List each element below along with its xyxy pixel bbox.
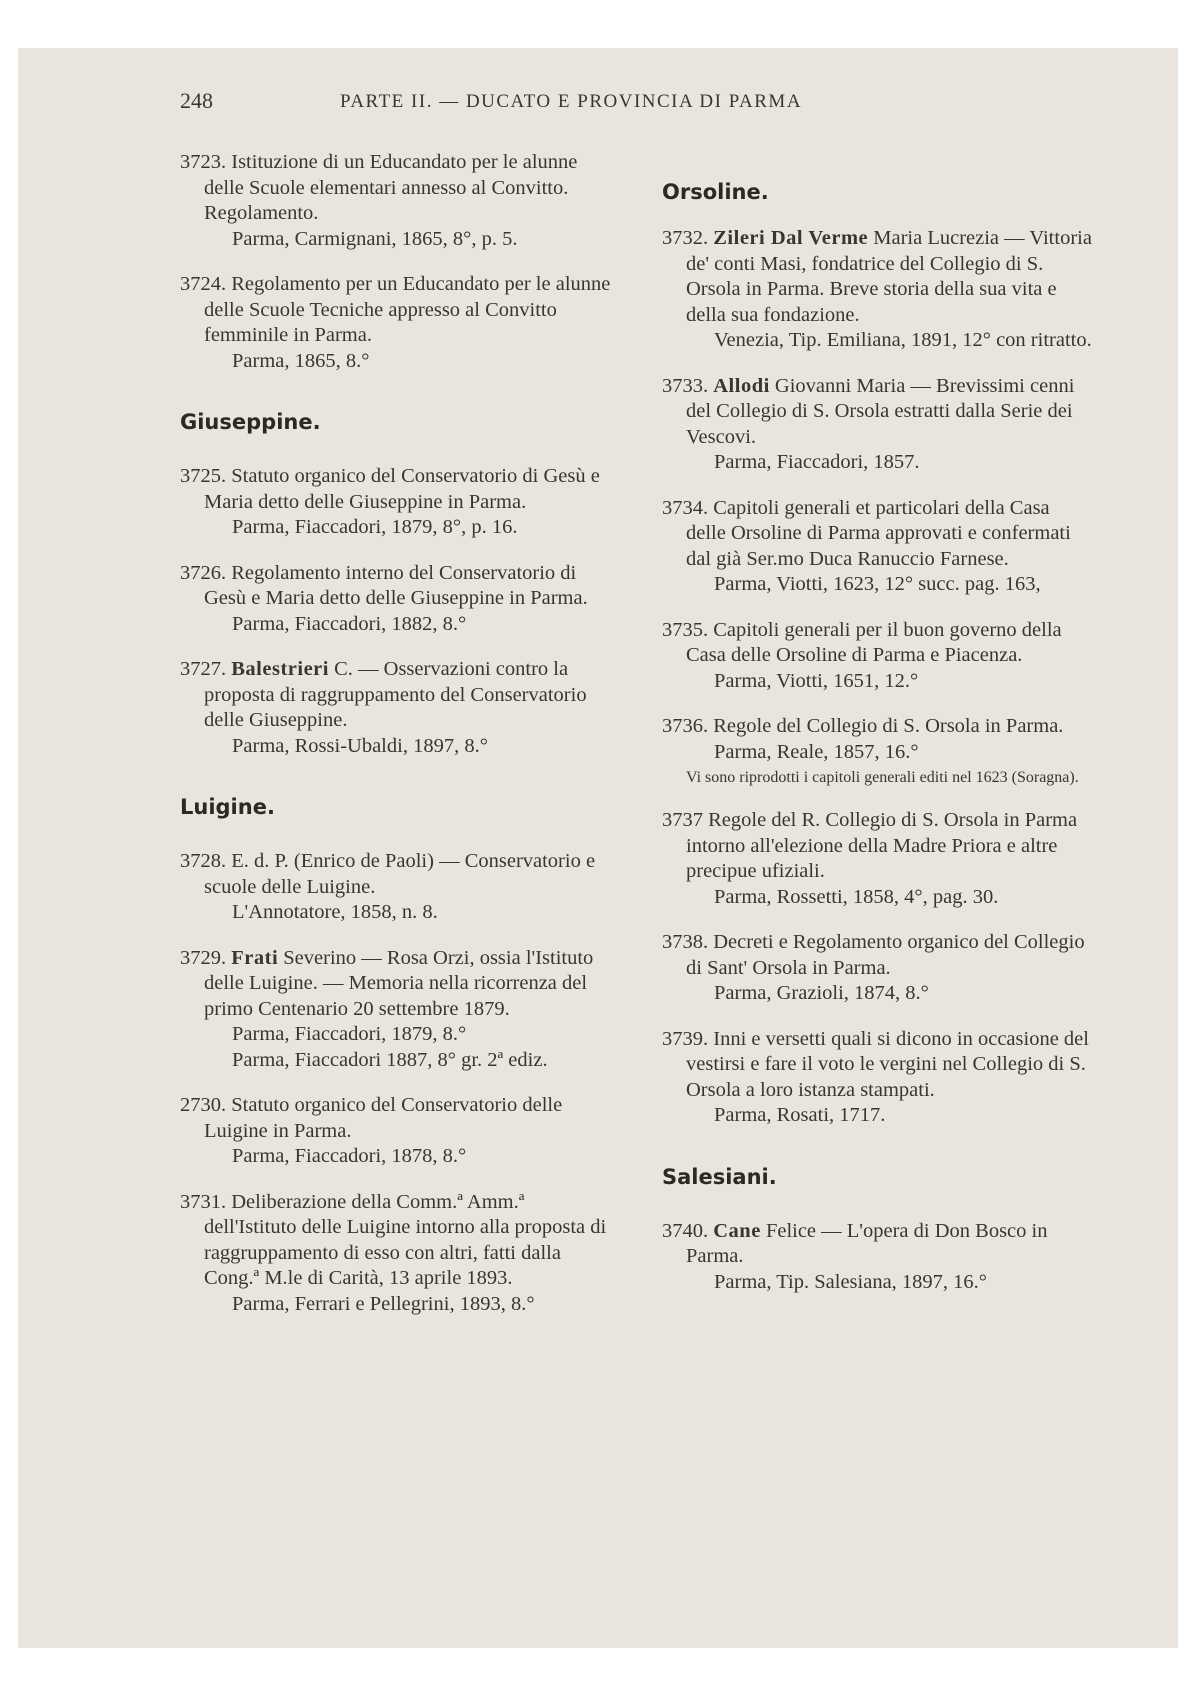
- entry-imprint: Parma, Fiaccadori, 1882, 8.°: [232, 612, 467, 635]
- section-heading-orsoline: Orsoline.: [662, 180, 769, 204]
- entry-imprint: Parma, Rossetti, 1858, 4°, pag. 30.: [714, 885, 999, 908]
- entry-text: Regole del Collegio di S. Orsola in Parma.: [713, 715, 1064, 737]
- entry-author: Frati: [231, 946, 279, 969]
- entry-3727: [180, 657, 620, 759]
- entry-imprint: Parma, Carmignani, 1865, 8°, p. 5.: [232, 227, 518, 250]
- entry-number: 3724.: [180, 273, 227, 295]
- entry-3739: [662, 1027, 1094, 1129]
- entry-3724: [180, 272, 620, 374]
- entry-3734: [662, 496, 1094, 598]
- entry-text: Statuto organico del Conservatorio delle Luigine in Parma.: [204, 1094, 563, 1142]
- entry-imprint: Parma, Fiaccadori, 1857.: [714, 451, 920, 473]
- entry-imprint: Parma, Fiaccadori, 1878, 8.°: [232, 1145, 467, 1167]
- entry-text: C. — Osservazioni contro la proposta di raggruppamento del Conservatorio delle Giuseppine.: [204, 658, 587, 731]
- entry-imprint: Parma, Tip. Salesiana, 1897, 16.°: [714, 1270, 987, 1293]
- entry-number: 3735.: [662, 618, 709, 641]
- entry-text: Regolamento per un Educandato per le alunne delle Scuole Tecniche appresso al Convitto femminile in Parma.: [204, 273, 611, 346]
- entry-number: 3726.: [180, 561, 227, 584]
- section-heading-salesiani: Salesiani.: [662, 1164, 777, 1189]
- entry-imprint: Parma, Rosati, 1717.: [714, 1104, 886, 1126]
- entry-imprint: Parma, 1865, 8.°: [232, 349, 370, 372]
- entry-3731: [180, 1190, 620, 1318]
- entry-3733: [662, 374, 1094, 476]
- entry-imprint-second: Parma, Fiaccadori 1887, 8° gr. 2ª ediz.: [232, 1048, 548, 1071]
- entry-imprint: Parma, Rossi-Ubaldi, 1897, 8.°: [232, 734, 488, 757]
- entry-imprint: Parma, Viotti, 1651, 12.°: [714, 669, 919, 692]
- entry-text: Giovanni Maria — Brevissimi cenni del Collegio di S. Orsola estratti dalla Serie dei Vescovi.: [686, 374, 1075, 448]
- entry-text: Istituzione di un Educandato per le alunne delle Scuole elementari annesso al Convitto. Regolamento.: [204, 151, 578, 224]
- entry-text: Inni e versetti quali si dicono in occasione del vestirsi e fare il voto le vergini nel Collegio di S. Orsola a loro istanza stampati.: [686, 1027, 1089, 1101]
- page-number: 248: [180, 88, 213, 113]
- entry-imprint: Parma, Ferrari e Pellegrini, 1893, 8.°: [232, 1292, 535, 1315]
- entry-text: Maria Lucrezia — Vittoria de' conti Masi, fondatrice del Collegio di S. Orsola in Parma. Breve storia della sua vita e della sua fondazione.: [686, 227, 1092, 326]
- entry-number: 2730.: [180, 1094, 227, 1116]
- entry-3738: [662, 930, 1094, 1007]
- entry-number: 3734.: [662, 496, 709, 519]
- entry-text: E. d. P. (Enrico de Paoli) — Conservatorio e scuole delle Luigine.: [204, 850, 596, 898]
- entry-number: 3740.: [662, 1219, 709, 1242]
- entry-imprint: L'Annotatore, 1858, n. 8.: [232, 901, 438, 923]
- entry-number: 3738.: [662, 931, 709, 953]
- entry-3729: [180, 946, 620, 1074]
- entry-3725: [180, 464, 620, 541]
- entry-text: Statuto organico del Conservatorio di Gesù e Maria detto delle Giuseppine in Parma.: [204, 465, 600, 513]
- entry-imprint: Parma, Viotti, 1623, 12° succ. pag. 163,: [714, 573, 1041, 595]
- entry-number: 3729.: [180, 946, 227, 969]
- entry-text: Felice — L'opera di Don Bosco in Parma.: [686, 1219, 1048, 1267]
- entry-imprint: Parma, Fiaccadori, 1879, 8°, p. 16.: [232, 516, 518, 538]
- entry-number: 3728.: [180, 850, 227, 872]
- entry-3728: [180, 849, 620, 926]
- entry-3726: [180, 561, 620, 638]
- entry-number: 3739.: [662, 1027, 709, 1050]
- entry-text: Regole del R. Collegio di S. Orsola in Parma intorno all'elezione della Madre Priora e altre precipue ufiziali.: [686, 809, 1078, 882]
- entry-3736: [662, 714, 1094, 788]
- entry-text: Capitoli generali per il buon governo della Casa delle Orsoline di Parma e Piacenza.: [686, 618, 1062, 666]
- entry-number: 3731.: [180, 1190, 227, 1213]
- entry-number: 3733.: [662, 374, 709, 397]
- entry-text: Regolamento interno del Conservatorio di Gesù e Maria detto delle Giuseppine in Parma.: [204, 561, 588, 609]
- entry-text: Decreti e Regolamento organico del Collegio di Sant' Orsola in Parma.: [686, 931, 1085, 979]
- entry-number: 3725.: [180, 465, 227, 487]
- entry-author: Zileri Dal Verme: [713, 227, 869, 249]
- entry-3723: [180, 150, 620, 252]
- entry-number: 3723.: [180, 151, 227, 173]
- running-title: PARTE II. — DUCATO E PROVINCIA DI PARMA: [340, 91, 803, 112]
- entry-author: Balestrieri: [231, 658, 329, 680]
- entry-number: 3737: [662, 809, 703, 831]
- entry-number: 3727.: [180, 658, 227, 680]
- section-heading-luigine: Luigine.: [180, 795, 275, 819]
- entry-3732: [662, 226, 1094, 354]
- entry-author: Cane: [713, 1219, 761, 1242]
- entry-number: 3736.: [662, 715, 709, 737]
- left-column: [180, 150, 620, 1337]
- entry-imprint: Parma, Fiaccadori, 1879, 8.°: [232, 1023, 467, 1045]
- entry-3735: [662, 618, 1094, 695]
- entry-text: Deliberazione della Comm.ª Amm.ª dell'Istituto delle Luigine intorno alla proposta di raggruppamento di esso con altri, fatti dalla Cong.ª M.le di Carità, 13 aprile 1893.: [204, 1190, 607, 1289]
- entry-text: Capitoli generali et particolari della Casa delle Orsoline di Parma approvati e confermati dal già Ser.mo Duca Ranuccio Farnese.: [686, 496, 1071, 570]
- entry-3740: [662, 1219, 1094, 1296]
- entry-author: Allodi: [713, 374, 770, 397]
- entry-imprint: Parma, Reale, 1857, 16.°: [714, 740, 919, 763]
- entry-2730: [180, 1093, 620, 1170]
- right-column: [662, 150, 1094, 1315]
- entry-imprint: Venezia, Tip. Emiliana, 1891, 12° con ritratto.: [714, 329, 1092, 351]
- entry-text: Severino — Rosa Orzi, ossia l'Istituto delle Luigine. — Memoria nella ricorrenza del primo Centenario 20 settembre 1879.: [204, 946, 594, 1020]
- entry-note: Vi sono riprodotti i capitoli generali editi nel 1623 (Soragna).: [686, 769, 1079, 786]
- entry-3737: [662, 808, 1094, 910]
- section-heading-giuseppine: Giuseppine.: [180, 410, 321, 434]
- entry-number: 3732.: [662, 227, 709, 249]
- entry-imprint: Parma, Grazioli, 1874, 8.°: [714, 982, 929, 1004]
